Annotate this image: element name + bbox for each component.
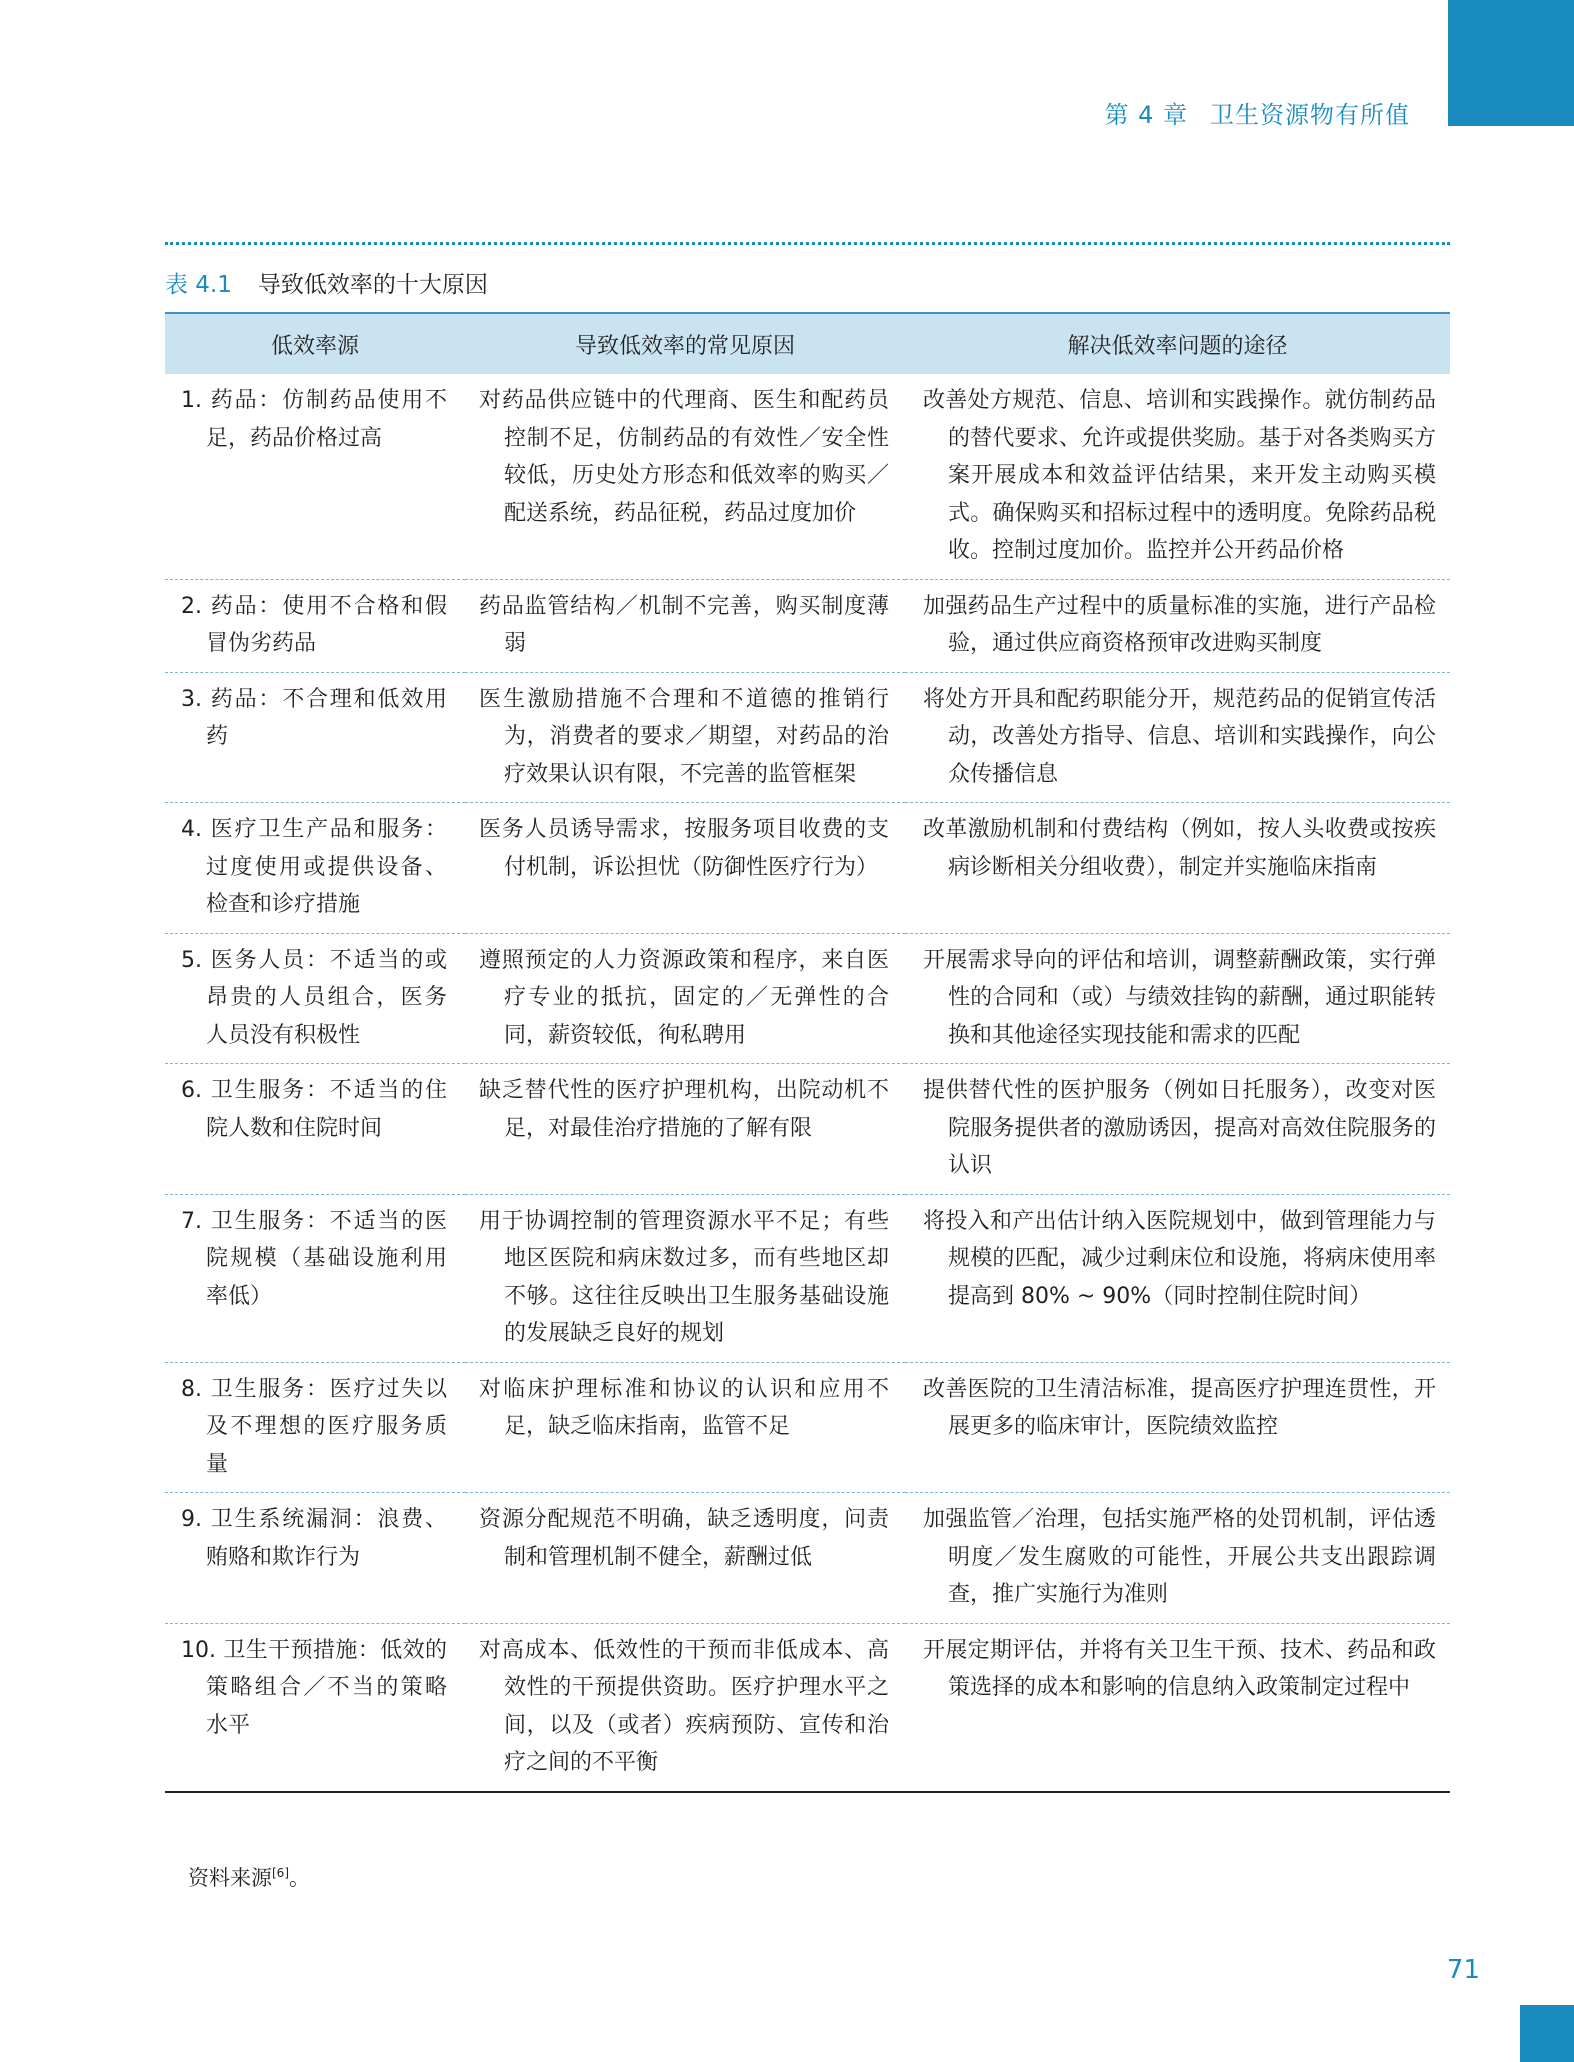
cell-text: 4. 医疗卫生产品和服务：过度使用或提供设备、检查和诊疗措施 bbox=[181, 817, 447, 917]
cell-text: 医务人员诱导需求，按服务项目收费的支付机制，诉讼担忧（防御性医疗行为） bbox=[479, 817, 889, 880]
column-header-source: 低效率源 bbox=[165, 313, 465, 374]
cell-text: 将投入和产出估计纳入医院规划中，做到管理能力与规模的匹配，减少过剩床位和设施，将病床使用率提高到 80% ~ 90%（同时控制住院时间） bbox=[923, 1208, 1436, 1309]
cell-text: 将处方开具和配药职能分开，规范药品的促销宣传活动，改善处方指导、信息、培训和实践操作，向公众传播信息 bbox=[923, 686, 1436, 787]
cell-source bbox=[165, 1194, 465, 1362]
cell-solution bbox=[905, 374, 1450, 579]
table-caption bbox=[165, 266, 488, 299]
cell-cause bbox=[465, 1194, 905, 1362]
table-row bbox=[165, 1194, 1450, 1362]
cell-source bbox=[165, 672, 465, 803]
page-number: 71 bbox=[1446, 1955, 1480, 1985]
footnote-end: 。 bbox=[289, 1866, 310, 1890]
cell-text: 用于协调控制的管理资源水平不足；有些地区医院和病床数过多，而有些地区却不够。这往往反映出卫生服务基础设施的发展缺乏良好的规划 bbox=[479, 1208, 889, 1346]
cell-cause bbox=[465, 1623, 905, 1792]
cell-cause bbox=[465, 1362, 905, 1493]
cell-solution bbox=[905, 1362, 1450, 1493]
table-caption-title: 导致低效率的十大原因 bbox=[257, 272, 488, 298]
cell-text: 对高成本、低效性的干预而非低成本、高效性的干预提供资助。医疗护理水平之间，以及（或者）疾病预防、宣传和治疗之间的不平衡 bbox=[479, 1637, 889, 1775]
cell-source bbox=[165, 803, 465, 934]
cell-solution bbox=[905, 1064, 1450, 1195]
cell-text: 1. 药品：仿制药品使用不足，药品价格过高 bbox=[181, 388, 447, 451]
table-row bbox=[165, 1362, 1450, 1493]
cell-text: 加强监管／治理，包括实施严格的处罚机制，评估透明度／发生腐败的可能性，开展公共支出跟踪调查，推广实施行为准则 bbox=[923, 1507, 1436, 1607]
cell-solution bbox=[905, 1194, 1450, 1362]
cell-text: 遵照预定的人力资源政策和程序，来自医疗专业的抵抗，固定的／无弹性的合同，薪资较低，徇私聘用 bbox=[479, 947, 889, 1048]
cell-text: 开展需求导向的评估和培训，调整薪酬政策，实行弹性的合同和（或）与绩效挂钩的薪酬，通过职能转换和其他途径实现技能和需求的匹配 bbox=[923, 947, 1436, 1048]
cell-cause bbox=[465, 672, 905, 803]
corner-accent-block bbox=[1520, 2005, 1574, 2062]
column-header-cause: 导致低效率的常见原因 bbox=[465, 313, 905, 374]
cell-text: 药品监管结构／机制不完善，购买制度薄弱 bbox=[479, 593, 889, 656]
corner-accent-block bbox=[1448, 0, 1574, 126]
cell-text: 9. 卫生系统漏洞：浪费、贿赂和欺诈行为 bbox=[181, 1507, 447, 1570]
cell-solution bbox=[905, 579, 1450, 672]
inefficiency-table bbox=[165, 312, 1450, 1793]
cell-text: 资源分配规范不明确，缺乏透明度，问责制和管理机制不健全，薪酬过低 bbox=[479, 1507, 889, 1570]
cell-solution bbox=[905, 933, 1450, 1064]
chapter-header bbox=[1000, 95, 1410, 130]
cell-solution bbox=[905, 672, 1450, 803]
cell-source bbox=[165, 933, 465, 1064]
cell-text: 提供替代性的医护服务（例如日托服务），改变对医院服务提供者的激励诱因，提高对高效住院服务的认识 bbox=[923, 1078, 1436, 1178]
cell-text: 10. 卫生干预措施：低效的策略组合／不当的策略水平 bbox=[181, 1637, 447, 1738]
cell-source bbox=[165, 1493, 465, 1624]
cell-text: 2. 药品：使用不合格和假冒伪劣药品 bbox=[181, 593, 447, 656]
column-header-solution: 解决低效率问题的途径 bbox=[905, 313, 1450, 374]
cell-solution bbox=[905, 1493, 1450, 1624]
cell-text: 改善处方规范、信息、培训和实践操作。就仿制药品的替代要求、允许或提供奖励。基于对各类购买方案开展成本和效益评估结果，来开发主动购买模式。确保购买和招标过程中的透明度。免除药品税收。控制过度加价。监控并公开药品价格 bbox=[923, 388, 1436, 563]
cell-text: 改善医院的卫生清洁标准，提高医疗护理连贯性，开展更多的临床审计，医院绩效监控 bbox=[923, 1376, 1436, 1439]
table-row bbox=[165, 672, 1450, 803]
cell-cause bbox=[465, 1064, 905, 1195]
chapter-number: 第 4 章 bbox=[1104, 101, 1188, 129]
cell-cause bbox=[465, 933, 905, 1064]
cell-solution bbox=[905, 803, 1450, 934]
dotted-divider bbox=[165, 242, 1450, 245]
cell-cause bbox=[465, 1493, 905, 1624]
cell-cause bbox=[465, 374, 905, 579]
table-row bbox=[165, 374, 1450, 579]
table-row bbox=[165, 1493, 1450, 1624]
table-row bbox=[165, 933, 1450, 1064]
cell-text: 加强药品生产过程中的质量标准的实施，进行产品检验，通过供应商资格预审改进购买制度 bbox=[923, 593, 1436, 656]
footnote-text: 资料来源 bbox=[188, 1866, 272, 1890]
table-header-row bbox=[165, 313, 1450, 374]
cell-text: 6. 卫生服务：不适当的住院人数和住院时间 bbox=[181, 1078, 447, 1141]
cell-source bbox=[165, 1064, 465, 1195]
cell-text: 5. 医务人员：不适当的或昂贵的人员组合，医务人员没有积极性 bbox=[181, 947, 447, 1048]
cell-solution bbox=[905, 1623, 1450, 1792]
cell-text: 7. 卫生服务：不适当的医院规模（基础设施利用率低） bbox=[181, 1208, 447, 1309]
cell-text: 对药品供应链中的代理商、医生和配药员控制不足，仿制药品的有效性／安全性较低，历史处方形态和低效率的购买／配送系统，药品征税，药品过度加价 bbox=[479, 388, 889, 526]
cell-cause bbox=[465, 579, 905, 672]
cell-text: 医生激励措施不合理和不道德的推销行为，消费者的要求／期望，对药品的治疗效果认识有限，不完善的监管框架 bbox=[479, 686, 889, 787]
cell-cause bbox=[465, 803, 905, 934]
cell-source bbox=[165, 1623, 465, 1792]
cell-text: 改革激励机制和付费结构（例如，按人头收费或按疾病诊断相关分组收费），制定并实施临床指南 bbox=[923, 817, 1436, 880]
chapter-title: 卫生资源物有所值 bbox=[1210, 101, 1410, 129]
cell-text: 缺乏替代性的医疗护理机构，出院动机不足，对最佳治疗措施的了解有限 bbox=[479, 1078, 889, 1141]
table-caption-label: 表 4.1 bbox=[165, 272, 232, 298]
cell-text: 开展定期评估，并将有关卫生干预、技术、药品和政策选择的成本和影响的信息纳入政策制定过程中 bbox=[923, 1637, 1436, 1700]
table-row bbox=[165, 579, 1450, 672]
cell-source bbox=[165, 579, 465, 672]
cell-source bbox=[165, 374, 465, 579]
cell-text: 对临床护理标准和协议的认识和应用不足，缺乏临床指南，监管不足 bbox=[479, 1376, 889, 1439]
cell-text: 3. 药品：不合理和低效用药 bbox=[181, 686, 447, 749]
source-footnote bbox=[188, 1862, 310, 1892]
table-row bbox=[165, 803, 1450, 934]
table-row bbox=[165, 1064, 1450, 1195]
table-row bbox=[165, 1623, 1450, 1792]
footnote-reference: [6] bbox=[272, 1866, 289, 1880]
cell-source bbox=[165, 1362, 465, 1493]
cell-text: 8. 卫生服务：医疗过失以及不理想的医疗服务质量 bbox=[181, 1376, 447, 1477]
